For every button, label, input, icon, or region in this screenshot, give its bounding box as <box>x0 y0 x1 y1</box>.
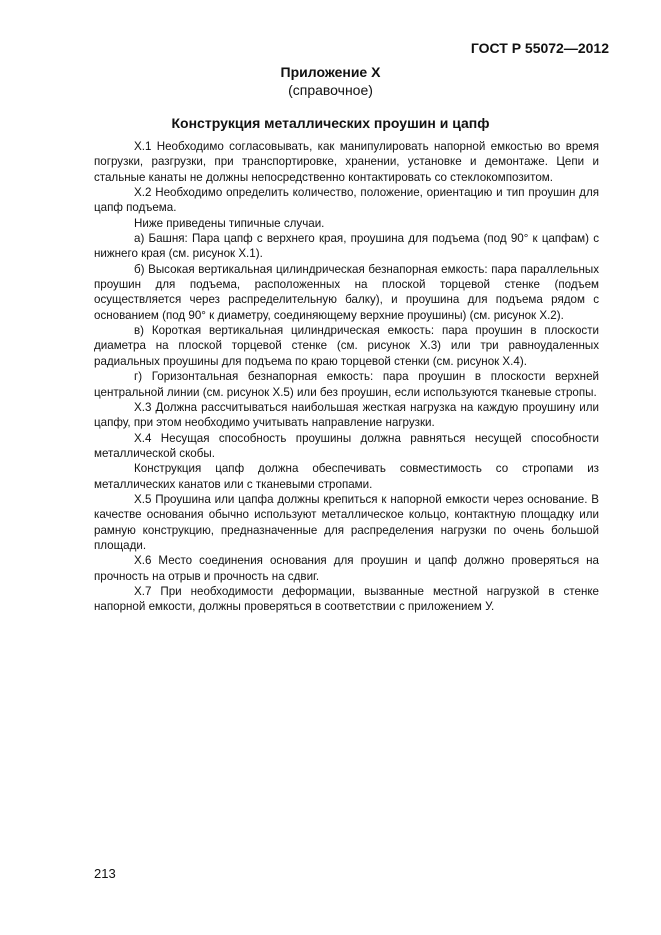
paragraph-trunnion-design: Конструкция цапф должна обеспечивать совместимость со стропами из металлических канатов или с тканевыми стропами. <box>94 462 599 491</box>
paragraph-cases-intro: Ниже приведены типичные случаи. <box>134 216 325 230</box>
body-text <box>94 139 599 615</box>
page-number: 213 <box>94 866 116 881</box>
paragraph-case-v: в) Короткая вертикальная цилиндрическая емкость: пара проушин в плоскости диаметра на плоской торцевой стенке (см. рисунок Х.3) или три равноудаленных радиальных проушины для подъема по краю торцевой стенки (см. рисунок Х.4). <box>94 324 599 368</box>
section-title: Конструкция металлических проушин и цапф <box>171 115 490 131</box>
paragraph-case-b: б) Высокая вертикальная цилиндрическая безнапорная емкость: пара параллельных проушин для подъема, расположенных на плоской торцевой стенке (подъем осуществляется через распределительную балку), и проушина для подъема рядом с основанием (под 90° к диаметру, соединяющему верхние проушины) (см. рисунок Х.2). <box>94 262 599 322</box>
paragraph-x2: Х.2 Необходимо определить количество, положение, ориентацию и тип проушин для цапф подъема. <box>94 186 599 215</box>
standard-code: ГОСТ Р 55072—2012 <box>470 40 609 56</box>
appendix-subtitle: (справочное) <box>288 82 373 98</box>
paragraph-x6: Х.6 Место соединения основания для проушин и цапф должно проверяться на прочность на отрыв и прочность на сдвиг. <box>94 554 599 583</box>
paragraph-x1: Х.1 Необходимо согласовывать, как манипулировать напорной емкостью во время погрузки, разгрузки, при транспортировке, хранении, установке и демонтаже. Цепи и стальные канаты не должны непосредственно контактировать со стеклокомпозитом. <box>94 140 599 184</box>
paragraph-x3: Х.3 Должна рассчитываться наибольшая жесткая нагрузка на каждую проушину или цапфу, при этом необходимо учитывать направление нагрузки. <box>94 400 599 430</box>
paragraph-case-a: а) Башня: Пара цапф с верхнего края, проушина для подъема (под 90° к цапфам) с нижнего края (см. рисунок Х.1). <box>94 232 599 261</box>
paragraph-x7: Х.7 При необходимости деформации, вызванные местной нагрузкой в стенке напорной емкости, должны проверяться в соответствии с приложением У. <box>94 584 599 614</box>
paragraph-x5: Х.5 Проушина или цапфа должны крепиться к напорной емкости через основание. В качестве основания обычно используют металлическое кольцо, контактную площадку или рамную конструкцию, предназначенные для распределения нагрузки по очень большой площади. <box>94 492 599 552</box>
appendix-title: Приложение Х <box>280 64 381 80</box>
paragraph-case-g: г) Горизонтальная безнапорная емкость: пара проушин в плоскости верхней центральной линии (см. рисунок Х.5) или без проушин, если используются тканевые стропы. <box>94 370 599 399</box>
paragraph-x4: Х.4 Несущая способность проушины должна равняться несущей способности металлической скобы. <box>94 431 599 460</box>
